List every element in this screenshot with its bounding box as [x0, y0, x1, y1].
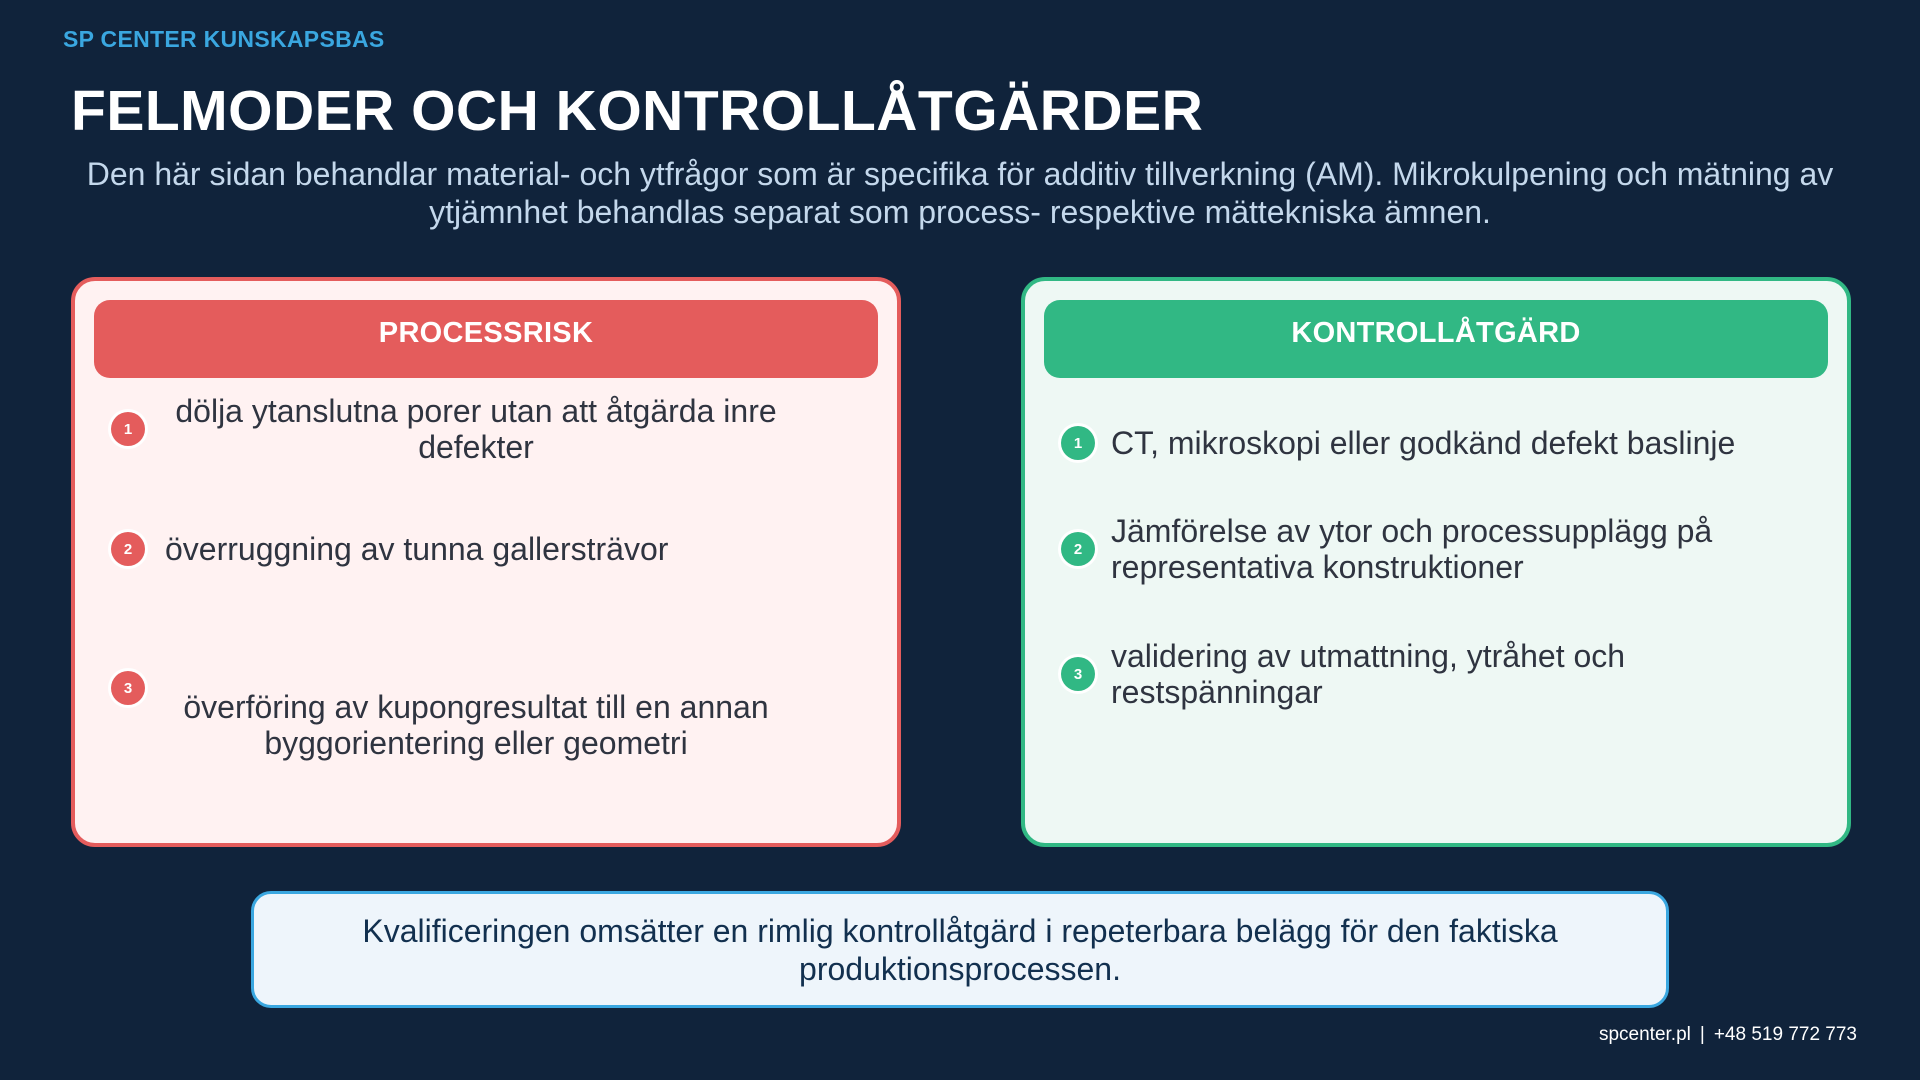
website-text: spcenter.pl	[1598, 1024, 1691, 1045]
page-title: FELMODER OCH KONTROLLÅTGÄRDER	[71, 79, 1204, 143]
control-measure-panel	[1021, 277, 1851, 847]
risk-item-text-2: överruggning av tunna gallersträvor	[165, 531, 669, 567]
control-item-text-2: Jämförelse av ytor och processupplägg på representativa konstruktioner	[1111, 513, 1713, 585]
risk-item-text-3: överföring av kupongresultat till en annan byggorientering eller geometri	[183, 689, 769, 761]
risk-item-number-3: 3	[111, 671, 145, 705]
risk-item-2	[111, 529, 668, 569]
risk-item-text-1: dölja ytanslutna porer utan att åtgärda inre defekter	[175, 393, 777, 465]
risk-item-1	[111, 389, 791, 469]
phone-text: +48 519 772 773	[1713, 1024, 1857, 1045]
process-risk-panel	[71, 277, 901, 847]
control-item-text-3: validering av utmattning, ytråhet och restspänningar	[1111, 638, 1626, 710]
brand-label: SP CENTER KUNSKAPSBAS	[63, 26, 385, 52]
contact-info	[1599, 1024, 1857, 1046]
risk-item-number-1: 1	[111, 412, 145, 446]
control-item-2	[1061, 509, 1811, 589]
control-item-1	[1061, 423, 1811, 463]
risk-item-3	[111, 671, 791, 761]
summary-box: Kvalificeringen omsätter en rimlig kontrollåtgärd i repeterbara belägg för den faktiska produktionsprocessen.	[251, 891, 1669, 1008]
control-measure-heading: KONTROLLÅTGÄRD	[1044, 300, 1828, 378]
contact-separator: |	[1699, 1024, 1705, 1045]
control-item-number-2: 2	[1061, 532, 1095, 566]
control-item-3	[1061, 634, 1811, 714]
page-subtitle: Den här sidan behandlar material- och ytfrågor som är specifika för additiv tillverkning (AM). Mikrokulpening och mätning av ytjämnhet behandlas separat som process- respektive mättekniska ämnen.	[86, 156, 1834, 230]
control-item-text-1: CT, mikroskopi eller godkänd defekt baslinje	[1111, 425, 1736, 461]
risk-item-number-2: 2	[111, 532, 145, 566]
control-item-number-1: 1	[1061, 426, 1095, 460]
process-risk-heading: PROCESSRISK	[94, 300, 878, 378]
control-item-number-3: 3	[1061, 657, 1095, 691]
